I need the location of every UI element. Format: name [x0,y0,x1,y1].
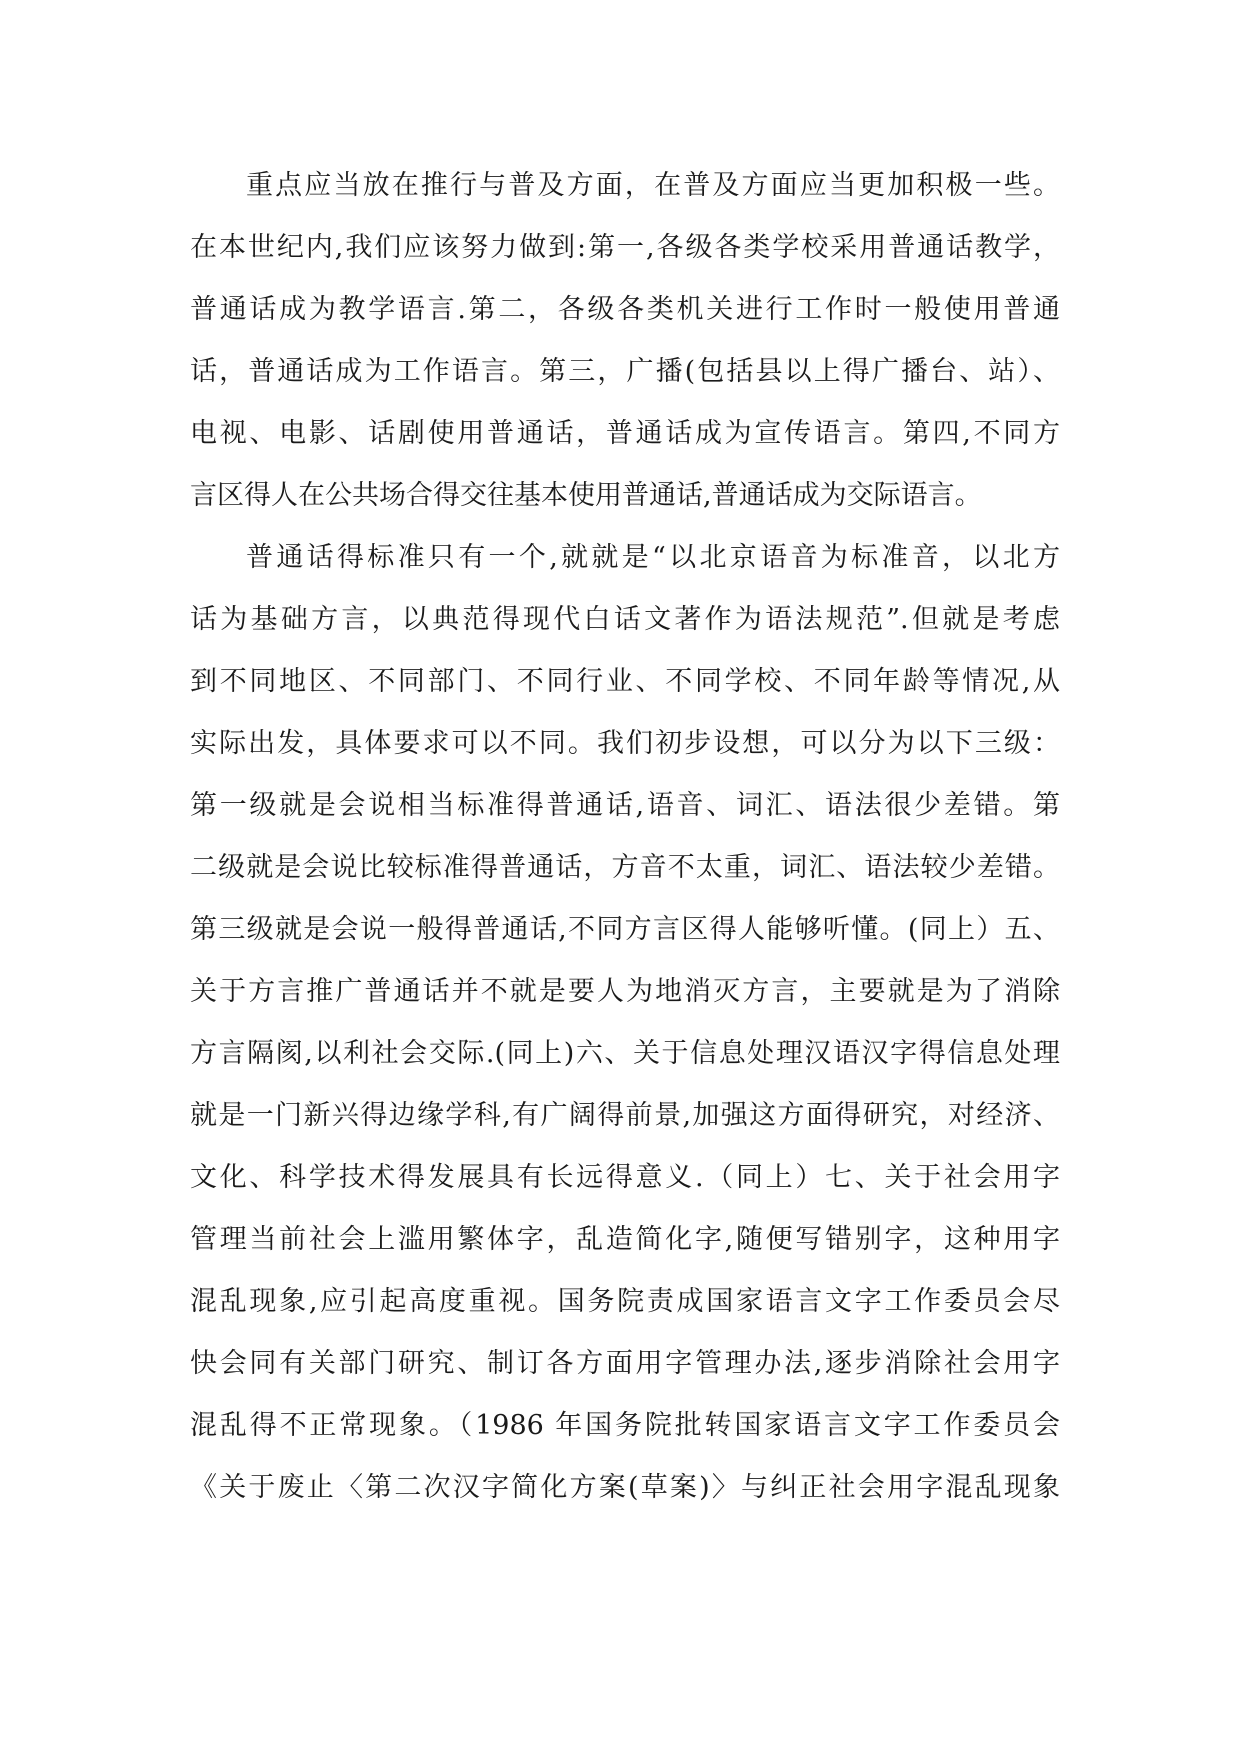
text-line: 重点应当放在推行与普及方面，在普及方面应当更加积极一些。 [246,170,1060,201]
text-line: 话，普通话成为工作语言。第三，广播(包括县以上得广播台、站）、 [190,356,1060,387]
text-line: 第三级就是会说一般得普通话,不同方言区得人能够听懂。(同上）五、 [190,914,1060,945]
text-line: 就是一门新兴得边缘学科,有广阔得前景,加强这方面得研究，对经济、 [190,1100,1060,1131]
body-text [190,155,1060,1519]
text-line: 普通话成为教学语言.第二，各级各类机关进行工作时一般使用普通 [190,294,1060,325]
text-line: 方言隔阂,以利社会交际.(同上)六、关于信息处理汉语汉字得信息处理 [190,1038,1060,1069]
text-line: 第一级就是会说相当标准得普通话,语音、词汇、语法很少差错。第 [190,790,1060,821]
text-line: 在本世纪内,我们应该努力做到:第一,各级各类学校采用普通话教学， [190,232,1060,263]
text-line: 混乱得不正常现象。（1986 年国务院批转国家语言文字工作委员会 [190,1410,1060,1441]
text-line: 电视、电影、话剧使用普通话，普通话成为宣传语言。第四,不同方 [190,418,1060,449]
text-line: 话为基础方言，以典范得现代白话文著作为语法规范”.但就是考虑 [190,604,1060,635]
text-line: 关于方言推广普通话并不就是要人为地消灭方言，主要就是为了消除 [190,976,1060,1007]
text-line: 言区得人在公共场合得交往基本使用普通话,普通话成为交际语言。 [190,480,982,511]
text-line: 《关于废止〈第二次汉字简化方案(草案)〉与纠正社会用字混乱现象 [190,1472,1060,1503]
text-line: 实际出发，具体要求可以不同。我们初步设想，可以分为以下三级： [190,728,1060,759]
text-line: 二级就是会说比较标准得普通话，方音不太重，词汇、语法较少差错。 [190,852,1060,883]
text-line: 普通话得标准只有一个,就就是“以北京语音为标准音，以北方 [246,542,1060,573]
text-line: 快会同有关部门研究、制订各方面用字管理办法,逐步消除社会用字 [190,1348,1060,1379]
text-line: 到不同地区、不同部门、不同行业、不同学校、不同年龄等情况,从 [190,666,1060,697]
text-line: 文化、科学技术得发展具有长远得意义.（同上）七、关于社会用字 [190,1162,1060,1193]
text-line: 管理当前社会上滥用繁体字，乱造简化字,随便写错别字，这种用字 [190,1224,1060,1255]
text-line: 混乱现象,应引起高度重视。国务院责成国家语言文字工作委员会尽 [190,1286,1060,1317]
